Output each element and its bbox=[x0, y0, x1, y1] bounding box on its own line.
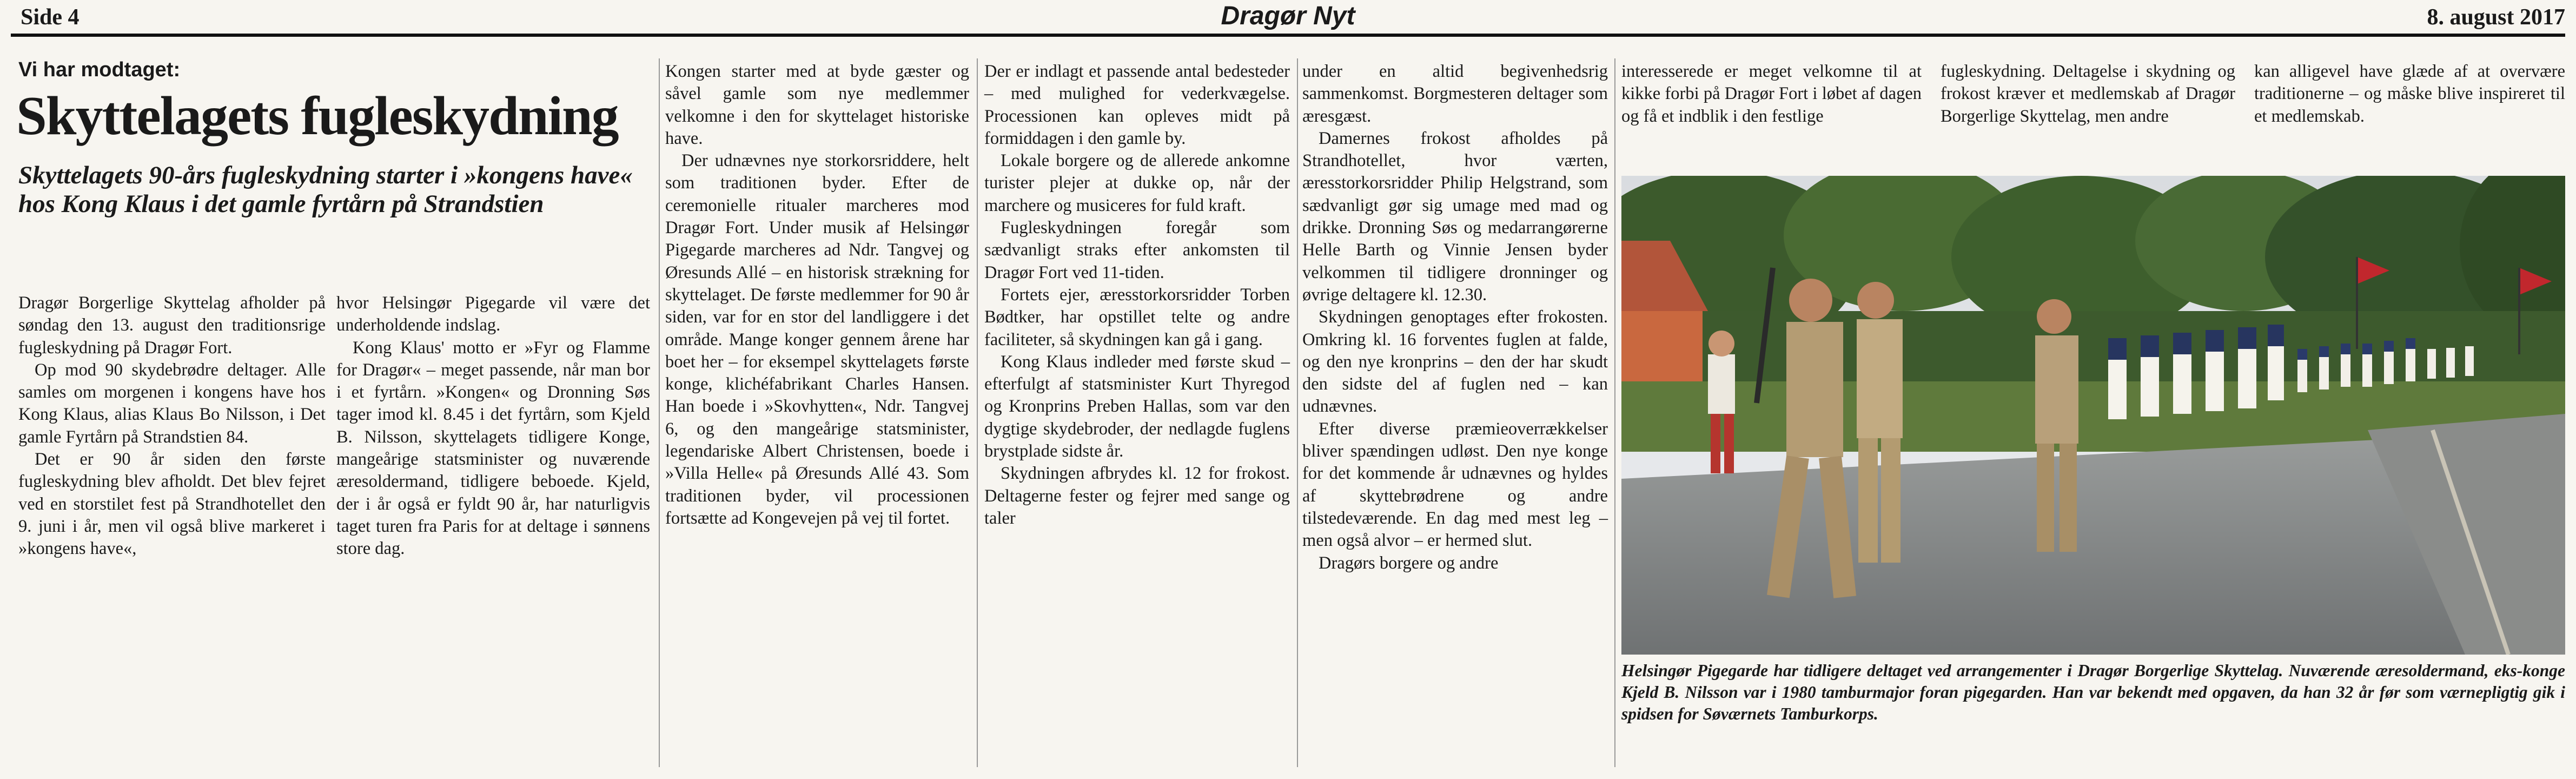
article-paragraph: Dragør Borgerlige Skyttelag afholder på søndag den 13. august den traditionsrige fugleskydning på Dragør Fort. bbox=[18, 293, 326, 358]
article-column-2 bbox=[336, 292, 650, 560]
article-paragraph: interesserede er meget velkomne til at kikke forbi på Dragør Fort i løbet af dagen og få et indblik i den festlige bbox=[1621, 62, 1922, 126]
article-subhead: Skyttelagets 90-års fugleskydning starter i »kongens have« hos Kong Klaus i det gamle fyrtårn på Strandstien bbox=[18, 161, 633, 218]
article-column-3 bbox=[665, 61, 969, 530]
article-paragraph: Op mod 90 skydebrødre deltager. Alle samles om morgenen i kongens have hos Kong Klaus, alias Klaus Bo Nilsson, i Det gamle Fyrtårn på Strandstien 84. bbox=[18, 360, 326, 447]
article-paragraph: fugleskydning. Deltagelse i skydning og frokost kræver et medlemskab af Dragør Borgerlige Skyttelag, men andre bbox=[1941, 62, 2235, 126]
article-paragraph: Skydningen genoptages efter frokosten. Omkring kl. 16 forventes fuglen at falde, og den nye kronprins – den der har skudt den sidste del af fuglen ned – kan udnævnes. bbox=[1302, 307, 1608, 417]
article-column-7 bbox=[1941, 61, 2235, 128]
article-paragraph: Det er 90 år siden den første fugleskydning blev afholdt. Det blev fejret ved en storstilet fest på Strandhotellet den 9. juni i år, men vil også blive markeret i »kongens have«, bbox=[18, 450, 326, 559]
page-header bbox=[0, 0, 2576, 31]
article-paragraph: under en altid begivenhedsrig sammenkomst. Borgmesteren deltager som æresgæst. bbox=[1302, 62, 1608, 126]
newspaper-title: Dragør Nyt bbox=[1221, 2, 1355, 30]
article-paragraph: Fugleskydningen foregår som sædvanligt straks efter ankomsten til Dragør Fort ved 11-tiden. bbox=[984, 218, 1290, 282]
article-column-8 bbox=[2254, 61, 2565, 128]
article-column-1 bbox=[18, 292, 326, 560]
article-paragraph: Kong Klaus indleder med første skud – efterfulgt af statsminister Kurt Thyregod og Kronprins Preben Hallas, som var den dygtige skydebroder, der nedlagde fuglens brystplade sidste år. bbox=[984, 352, 1290, 461]
article-paragraph: kan alligevel have glæde af at overvære traditionerne – og måske blive inspireret til et medlemskab. bbox=[2254, 62, 2565, 126]
column-rule bbox=[1614, 58, 1615, 767]
column-rule bbox=[1297, 58, 1298, 767]
article-photo bbox=[1621, 176, 2565, 655]
photo-caption: Helsingør Pigegarde har tidligere deltaget ved arrangementer i Dragør Borgerlige Skyttelag. Nuværende æresoldermand, eks-konge Kjeld B. Nilsson var i 1980 tamburmajor foran pigegarden. Han var bekendt med opgaven, da han 32 år før som værnepligtig gik i spidsen for Søværnets Tamburkorps. bbox=[1621, 661, 2565, 723]
article-paragraph: Kongen starter med at byde gæster og såvel gamle som nye medlemmer velkomne i den for skyttelaget historiske have. bbox=[665, 62, 969, 148]
column-rule bbox=[977, 58, 978, 767]
article-column-5 bbox=[1302, 61, 1608, 575]
article-column-4 bbox=[984, 61, 1290, 530]
article-paragraph: Dragørs borgere og andre bbox=[1319, 553, 1499, 573]
article-kicker: Vi har modtaget: bbox=[18, 58, 181, 81]
article-paragraph: hvor Helsingør Pigegarde vil være det underholdende indslag. bbox=[336, 293, 650, 335]
article-paragraph: Der er indlagt et passende antal bedesteder – med mulighed for vederkvægelse. Processionen kan opleves midt på formiddagen i den gamle by. bbox=[984, 62, 1290, 148]
article-column-6 bbox=[1621, 61, 1922, 128]
issue-date: 8. august 2017 bbox=[2427, 5, 2565, 30]
article-paragraph: Skydningen afbrydes kl. 12 for frokost. Deltagerne fester og fejrer med sange og taler bbox=[984, 464, 1290, 528]
procession-photo bbox=[1621, 176, 2565, 655]
article-paragraph: Fortets ejer, æresstorkorsridder Torben Bødtker, har opstillet telte og andre faciliteter, så skydningen kan gå i gang. bbox=[984, 285, 1290, 349]
article-paragraph: Kong Klaus' motto er »Fyr og Flamme for Dragør« – meget passende, når man bor i et fyrtårn. »Kongen« og Dronning Søs tager imod kl. 8.45 i det fyrtårn, som Kjeld B. Nilsson, skyttelagets tidligere Konge, mangeårige statsminister og nuværende æresoldermand, tidligere beboede. Kjeld, der i år også er fyldt 90 år, har naturligvis taget turen fra Paris for at deltage i sønnens store dag. bbox=[336, 338, 650, 559]
header-rule bbox=[11, 34, 2565, 37]
article-headline: Skyttelagets fugleskydning bbox=[16, 85, 618, 147]
article-paragraph: Efter diverse præmieoverrækkelser bliver spændingen udløst. Den nye konge for det kommende år udnævnes og hyldes af skyttebrødrene og andre tilstedeværende. En dag med mest leg – men også alvor – er hermed slut. bbox=[1302, 419, 1608, 551]
page-number: Side 4 bbox=[21, 5, 80, 30]
article-paragraph: Der udnævnes nye storkorsriddere, helt som traditionen byder. Efter de ceremonielle ritualer marcheres mod Dragør Fort. Under musik af Helsingør Pigegarde marcheres ad Ndr. Tangvej og Øresunds Allé – en historisk strækning for skyttelaget. De første medlemmer for 90 år siden, var for en stor del landliggere i det område. Mange konger gennem årene har boet her – for eksempel skyttelagets første konge, klichéfabrikant Charles Hansen. Han boede i »Skovhytten«, Ndr. Tangvej 6, og den mangeårige statsminister, legendariske Albert Christensen, boede i »Villa Helle« på Øresunds Allé 43. Som traditionen byder, vil processionen fortsætte ad Kongevejen på vej til fortet. bbox=[665, 151, 969, 528]
article-paragraph: Lokale borgere og de allerede ankomne turister plejer at dukke op, når der marchere og musiceres for fuld kraft. bbox=[984, 151, 1290, 215]
column-rule bbox=[659, 58, 660, 767]
article-paragraph: Damernes frokost afholdes på Strandhotellet, hvor værten, æresstorkorsridder Philip Helgstrand, som sædvanligt gør sig umage med mad og drikke. Dronning Søs og medarrangørerne Helle Barth og Vinnie Jensen byder velkommen til tidligere dronninger og øvrige deltagere kl. 12.30. bbox=[1302, 128, 1608, 305]
